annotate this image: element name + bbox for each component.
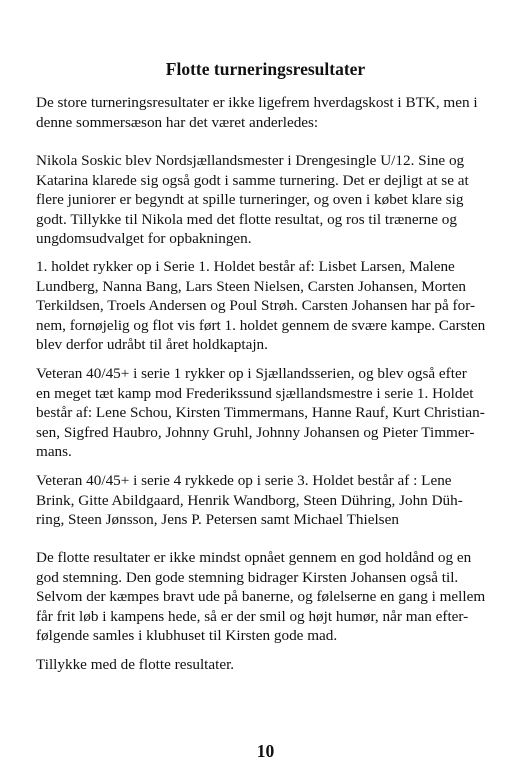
text-line: Veteran 40/45+ i serie 1 rykker op i Sjællandsserien, og blev også efter: [36, 365, 467, 382]
text-line: god stemning. Den gode stemning bidrager Kirsten Johansen også til.: [36, 568, 459, 586]
paragraph-veteran-serie-1: [36, 364, 516, 462]
text-line: ring, Steen Jønsson, Jens P. Petersen samt Michael Thielsen: [36, 511, 399, 529]
text-line: godt. Tillykke til Nikola med det flotte resultat, og ros til trænerne og: [36, 210, 457, 228]
text-line: får frit løb i kampens hede, så er der smil og højt humør, når man efter-: [36, 607, 469, 625]
text-line: Veteran 40/45+ i serie 4 rykkede op i serie 3. Holdet består af : Lene: [36, 472, 452, 489]
text-line: mans.: [36, 443, 72, 461]
text-line: blev derfor udråbt til året holdkaptajn.: [36, 336, 268, 354]
text-line: Terkildsen, Troels Andersen og Poul Strøh. Carsten Johansen har på for-: [36, 297, 476, 315]
text-line: Selvom der kæmpes bravt ude på banerne, og følelserne en gang i mellem: [36, 588, 486, 606]
paragraph-congratulations: [36, 655, 516, 675]
text-line: ungdomsudvalget for opbakningen.: [36, 230, 252, 248]
text-line: Brink, Gitte Abildgaard, Henrik Wandborg, Steen Dühring, John Düh-: [36, 491, 463, 509]
paragraph-veteran-serie-4: [36, 471, 516, 530]
paragraph-youth-results: [36, 151, 516, 249]
text-line: Katarina klarede sig også godt i samme turnering. Det er dejligt at se at: [36, 171, 469, 189]
text-line: 1. holdet rykker op i Serie 1. Holdet består af: Lisbet Larsen, Malene: [36, 258, 455, 275]
text-line: De store turneringsresultater er ikke ligefrem hverdagskost i BTK, men i: [36, 94, 478, 111]
text-line: sen, Sigfred Haubro, Johnny Gruhl, Johnny Johansen og Pieter Timmer-: [36, 423, 475, 441]
text-line: nem, fornøjelig og flot vis ført 1. holdet gennem de svære kampe. Carsten: [36, 316, 486, 334]
text-line: flere juniorer er begyndt at spille turneringer, og oven i købet klare sig: [36, 191, 464, 209]
page-title: Flotte turneringsresultater: [165, 59, 366, 79]
text-line: Tillykke med de flotte resultater.: [36, 656, 235, 673]
paragraph-team-spirit: [36, 548, 516, 646]
text-line: følgende samles i klubhuset til Kirsten gode mad.: [36, 627, 338, 645]
text-line: denne sommersæson har det været anderledes:: [36, 113, 319, 131]
text-line: en meget tæt kamp mod Frederikssund sjællandsmestre i serie 1. Holdet: [36, 384, 474, 402]
paragraph-intro: [36, 93, 516, 132]
text-line: Nikola Soskic blev Nordsjællandsmester i Drengesingle U/12. Sine og: [36, 152, 465, 169]
text-line: De flotte resultater er ikke mindst opnået gennem en god holdånd og en: [36, 549, 472, 566]
page-number: 10: [256, 741, 275, 761]
text-line: Lundberg, Nanna Bang, Lars Steen Nielsen, Carsten Johansen, Morten: [36, 277, 466, 295]
text-line: består af: Lene Schou, Kirsten Timmermans, Hanne Rauf, Kurt Christian-: [36, 404, 485, 422]
paragraph-first-team: [36, 257, 516, 355]
